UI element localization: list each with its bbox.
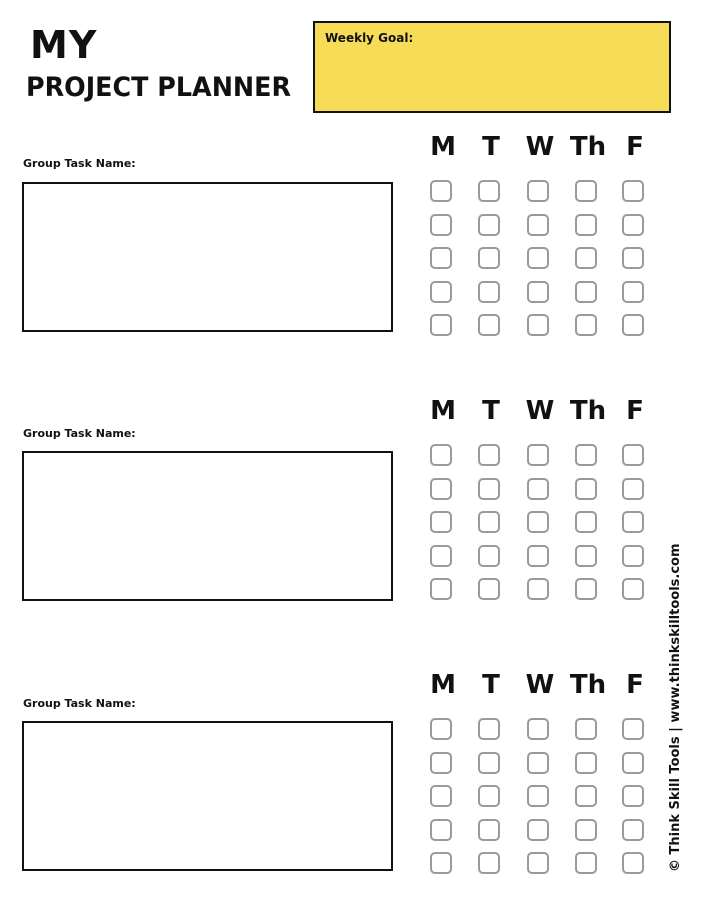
checkbox-thursday-row-1[interactable] [575, 718, 597, 740]
checkbox-friday-row-1[interactable] [622, 180, 644, 202]
checkbox-friday-row-4[interactable] [622, 281, 644, 303]
checkbox-wednesday-row-3[interactable] [527, 785, 549, 807]
checkbox-friday-row-4[interactable] [622, 819, 644, 841]
checkbox-tuesday-row-1[interactable] [478, 180, 500, 202]
group-task-name-label-3: Group Task Name: [23, 697, 136, 710]
checkbox-monday-row-3[interactable] [430, 785, 452, 807]
page-title-project-planner: PROJECT PLANNER [26, 72, 292, 103]
day-label-monday: M [430, 132, 456, 162]
checkbox-tuesday-row-2[interactable] [478, 752, 500, 774]
checkbox-thursday-row-2[interactable] [575, 214, 597, 236]
checkbox-tuesday-row-3[interactable] [478, 247, 500, 269]
checkbox-thursday-row-3[interactable] [575, 511, 597, 533]
checkbox-tuesday-row-4[interactable] [478, 545, 500, 567]
day-label-friday: F [626, 132, 644, 162]
checkbox-tuesday-row-5[interactable] [478, 578, 500, 600]
checkbox-monday-row-5[interactable] [430, 852, 452, 874]
checkbox-tuesday-row-3[interactable] [478, 511, 500, 533]
day-label-wednesday: W [525, 396, 555, 426]
checkbox-monday-row-2[interactable] [430, 214, 452, 236]
checkbox-friday-row-1[interactable] [622, 718, 644, 740]
checkbox-thursday-row-1[interactable] [575, 444, 597, 466]
checkbox-thursday-row-1[interactable] [575, 180, 597, 202]
checkbox-friday-row-5[interactable] [622, 314, 644, 336]
group-task-name-label-2: Group Task Name: [23, 427, 136, 440]
day-label-thursday: Th [569, 132, 607, 162]
checkbox-friday-row-4[interactable] [622, 545, 644, 567]
copyright-credit: © Think Skill Tools | www.thinkskilltools.com [668, 543, 683, 872]
checkbox-tuesday-row-2[interactable] [478, 214, 500, 236]
checkbox-wednesday-row-4[interactable] [527, 281, 549, 303]
checkbox-monday-row-1[interactable] [430, 444, 452, 466]
day-label-tuesday: T [482, 396, 500, 426]
weekly-goal-box[interactable] [313, 21, 671, 113]
checkbox-thursday-row-5[interactable] [575, 852, 597, 874]
checkbox-thursday-row-4[interactable] [575, 819, 597, 841]
day-label-wednesday: W [525, 670, 555, 700]
day-label-friday: F [626, 396, 644, 426]
checkbox-friday-row-2[interactable] [622, 478, 644, 500]
checkbox-grid-1 [430, 180, 652, 348]
checkbox-thursday-row-5[interactable] [575, 578, 597, 600]
group-task-name-label-1: Group Task Name: [23, 157, 136, 170]
day-label-monday: M [430, 670, 456, 700]
checkbox-monday-row-5[interactable] [430, 314, 452, 336]
checkbox-monday-row-2[interactable] [430, 478, 452, 500]
group-task-name-field-3[interactable] [22, 721, 393, 871]
checkbox-wednesday-row-5[interactable] [527, 852, 549, 874]
day-label-tuesday: T [482, 670, 500, 700]
checkbox-wednesday-row-1[interactable] [527, 718, 549, 740]
checkbox-friday-row-2[interactable] [622, 214, 644, 236]
checkbox-thursday-row-4[interactable] [575, 545, 597, 567]
checkbox-monday-row-1[interactable] [430, 180, 452, 202]
checkbox-tuesday-row-1[interactable] [478, 718, 500, 740]
checkbox-thursday-row-5[interactable] [575, 314, 597, 336]
checkbox-friday-row-3[interactable] [622, 785, 644, 807]
checkbox-monday-row-4[interactable] [430, 545, 452, 567]
checkbox-friday-row-1[interactable] [622, 444, 644, 466]
checkbox-wednesday-row-2[interactable] [527, 214, 549, 236]
day-label-tuesday: T [482, 132, 500, 162]
checkbox-grid-2 [430, 444, 652, 612]
day-label-wednesday: W [525, 132, 555, 162]
checkbox-tuesday-row-1[interactable] [478, 444, 500, 466]
checkbox-monday-row-3[interactable] [430, 247, 452, 269]
checkbox-monday-row-4[interactable] [430, 281, 452, 303]
checkbox-wednesday-row-1[interactable] [527, 444, 549, 466]
checkbox-thursday-row-2[interactable] [575, 478, 597, 500]
checkbox-tuesday-row-5[interactable] [478, 314, 500, 336]
checkbox-tuesday-row-5[interactable] [478, 852, 500, 874]
day-label-thursday: Th [569, 396, 607, 426]
page-title-my: MY [30, 23, 98, 67]
checkbox-friday-row-3[interactable] [622, 247, 644, 269]
checkbox-thursday-row-3[interactable] [575, 247, 597, 269]
checkbox-thursday-row-4[interactable] [575, 281, 597, 303]
checkbox-wednesday-row-4[interactable] [527, 545, 549, 567]
checkbox-friday-row-3[interactable] [622, 511, 644, 533]
checkbox-tuesday-row-3[interactable] [478, 785, 500, 807]
checkbox-tuesday-row-4[interactable] [478, 819, 500, 841]
day-header-2 [418, 395, 658, 427]
checkbox-wednesday-row-4[interactable] [527, 819, 549, 841]
checkbox-wednesday-row-1[interactable] [527, 180, 549, 202]
checkbox-wednesday-row-2[interactable] [527, 478, 549, 500]
checkbox-friday-row-5[interactable] [622, 852, 644, 874]
day-header-3 [418, 669, 658, 701]
checkbox-tuesday-row-4[interactable] [478, 281, 500, 303]
checkbox-wednesday-row-3[interactable] [527, 511, 549, 533]
checkbox-monday-row-1[interactable] [430, 718, 452, 740]
group-task-name-field-2[interactable] [22, 451, 393, 601]
checkbox-grid-3 [430, 718, 652, 886]
weekly-goal-label: Weekly Goal: [325, 31, 414, 45]
checkbox-thursday-row-3[interactable] [575, 785, 597, 807]
group-task-name-field-1[interactable] [22, 182, 393, 332]
checkbox-friday-row-2[interactable] [622, 752, 644, 774]
checkbox-tuesday-row-2[interactable] [478, 478, 500, 500]
checkbox-thursday-row-2[interactable] [575, 752, 597, 774]
day-label-friday: F [626, 670, 644, 700]
checkbox-monday-row-4[interactable] [430, 819, 452, 841]
checkbox-monday-row-3[interactable] [430, 511, 452, 533]
day-label-monday: M [430, 396, 456, 426]
checkbox-wednesday-row-5[interactable] [527, 578, 549, 600]
checkbox-friday-row-5[interactable] [622, 578, 644, 600]
checkbox-wednesday-row-3[interactable] [527, 247, 549, 269]
day-label-thursday: Th [569, 670, 607, 700]
checkbox-monday-row-2[interactable] [430, 752, 452, 774]
checkbox-monday-row-5[interactable] [430, 578, 452, 600]
day-header-1 [418, 131, 658, 163]
checkbox-wednesday-row-2[interactable] [527, 752, 549, 774]
checkbox-wednesday-row-5[interactable] [527, 314, 549, 336]
